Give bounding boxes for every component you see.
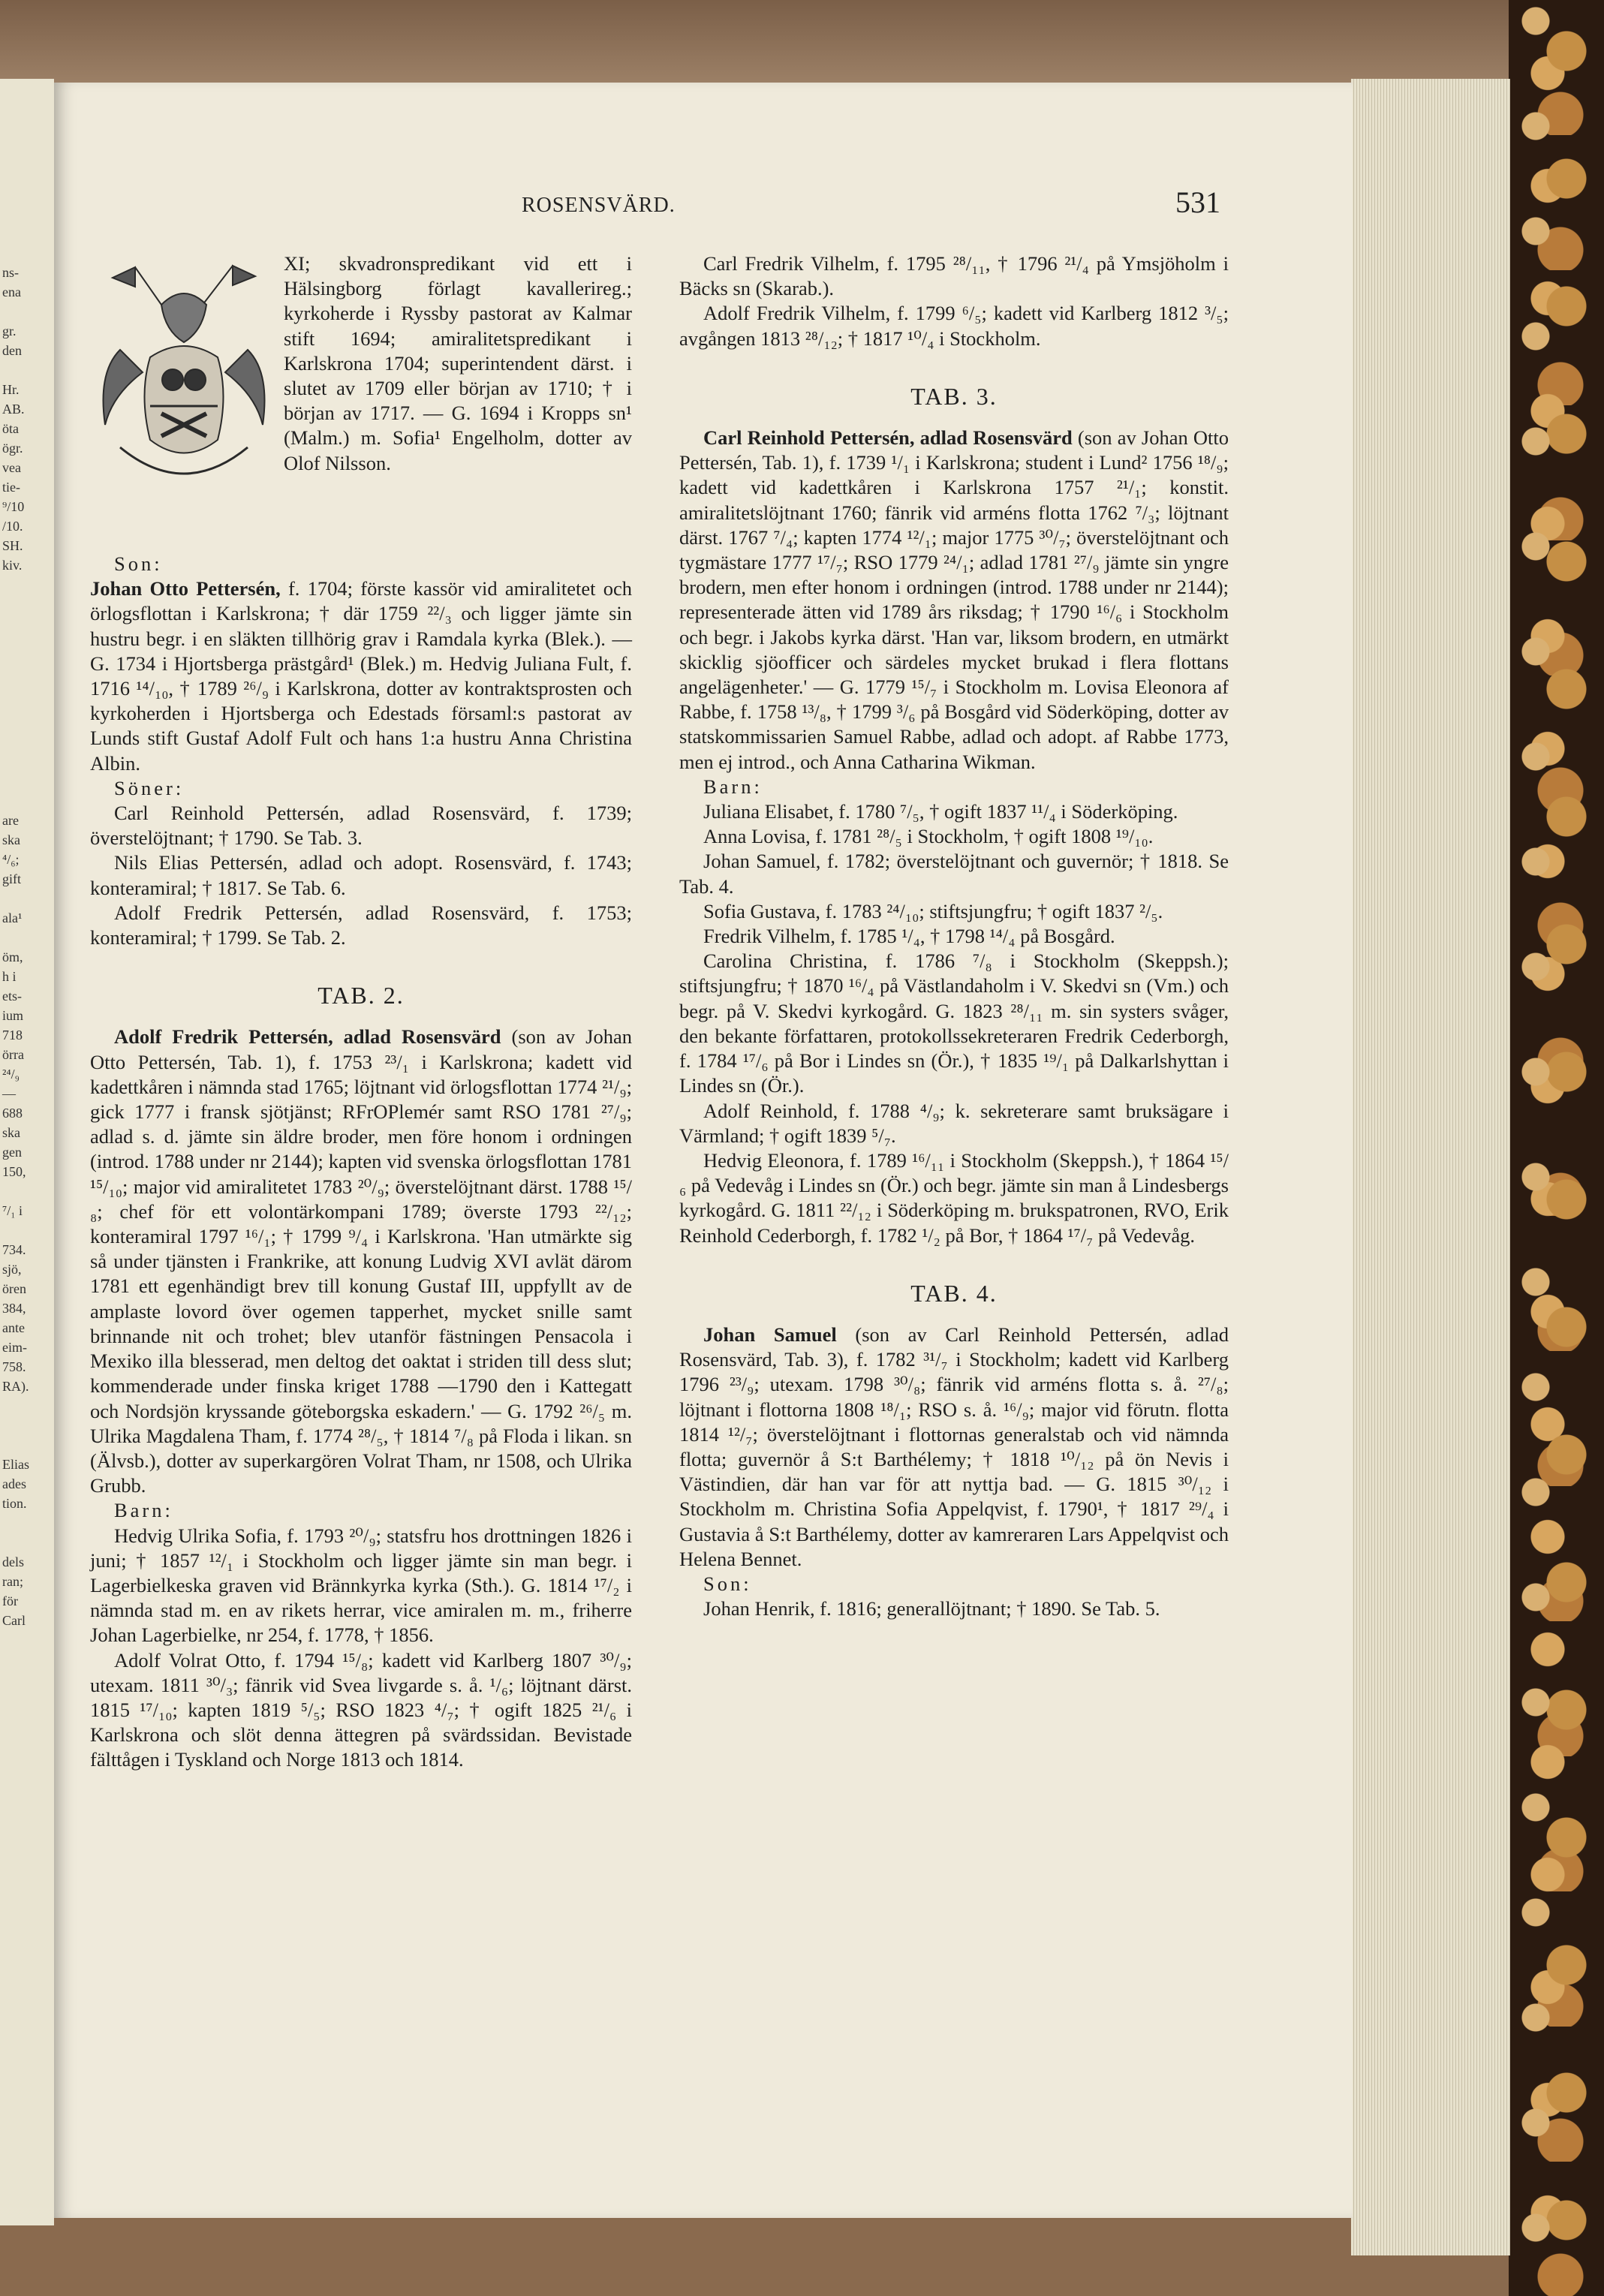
facing-page-text: ades	[2, 1476, 26, 1491]
facing-page-text: 688	[2, 1106, 23, 1121]
facing-page-text: RA).	[2, 1379, 29, 1394]
child-entry: Johan Henrik, f. 1816; generallöjtnant; † 1890. Se Tab. 5.	[703, 1597, 1160, 1620]
facing-page-text: eim-	[2, 1340, 27, 1355]
facing-page-text: Carl	[2, 1613, 26, 1628]
section-label: Son:	[114, 552, 163, 575]
section-label: Barn:	[703, 775, 763, 798]
facing-page-text: Elias	[2, 1457, 29, 1472]
facing-page-text: /10.	[2, 519, 23, 534]
entry-text: (son av Johan Otto Pettersén, Tab. 1), f. 1739 ¹/₁ i Karlskrona; student i Lund² 1756 ¹⁸/₉; kadett vid kadettkåren i Karlskrona 1757 ²¹/₁; konstit. amiralitetslöjtnant 1760; fänrik vid arméns flotta 1762 ⁷/₃; löjtnant därst. 1767 ⁷/₄; kapten 1774 ¹²/₁; major 1775 ³⁰/₇; överstelöjtnant och tygmästare 1777 ¹⁷/₇; RSO 1779 ²⁴/₁; adlad 1781 ²⁷/₉ jämte sin yngre brodern, men efter honom i ordningen (introd. 1788 under nr 2144); representerade ätten vid 1789 års riksdag; † 1790 ¹⁶/₆ i Stockholm och begr. i Jakobs kyrka därst. 'Han var, liksom brodern, en utmärkt skicklig sjöofficer och särdeles mycket brukad i flera flottans angelägenheter.' — G. 1779 ¹⁵/₇ i Stockholm m. Lovisa Eleonora af Rabbe, f. 1758 ¹³/₈, † 1799 ³/₆ på Bosgård vid Söderköping, dotter av statskommissarien Samuel Rabbe, adlad och adopt. af Rabbe 1773, men ej introd., och Anna Catharina Wikman.	[679, 426, 1229, 773]
facing-page-text: kiv.	[2, 558, 23, 573]
child-entry: Sofia Gustava, f. 1783 ²⁴/₁₀; stiftsjungfru; † ogift 1837 ²/₅.	[703, 899, 1163, 922]
entry-paragraph	[679, 1323, 1229, 1572]
table-heading: TAB. 3.	[910, 382, 998, 410]
page-number: 531	[1175, 185, 1220, 219]
child-entry: Anna Lovisa, f. 1781 ²⁸/₅ i Stockholm, † ogift 1808 ¹⁹/₁₀.	[703, 825, 1154, 848]
child-entry: Johan Samuel, f. 1782; överstelöjtnant och guvernör; † 1818. Se Tab. 4.	[679, 850, 1229, 898]
child-entry: Adolf Fredrik Pettersén, adlad Rosensvärd, f. 1753; konteramiral; † 1799. Se Tab. 2.	[90, 901, 632, 949]
facing-page-text: ⁴/₆;	[2, 852, 20, 867]
child-entry: Hedvig Eleonora, f. 1789 ¹⁶/₁₁ i Stockholm (Skeppsh.), † 1864 ¹⁵/₆ på Vedevåg i Lindes sn (Ör.) och begr. jämte sin man å Lindesbergs kyrkogård. G. 1811 ²²/₁₂ i Söderköping m. brukspatronen, RVO, Erik Reinhold Cederborgh, f. 1782 ¹/₂ på Bor, † 1864 ¹⁷/₇ på Vedevåg.	[679, 1148, 1229, 1247]
child-entry: Carl Fredrik Vilhelm, f. 1795 ²⁸/₁₁, † 1796 ²¹/₄ på Ymsjöholm i Bäcks sn (Skarab.).	[679, 252, 1229, 300]
facing-page-text: ⁹/10	[2, 499, 25, 514]
facing-page-text: ns-	[2, 265, 19, 280]
section-label: Barn:	[114, 1499, 173, 1522]
child-entry: Juliana Elisabet, f. 1780 ⁷/₅, † ogift 1837 ¹¹/₄ i Söderköping.	[703, 800, 1178, 823]
facing-page-text: SH.	[2, 538, 23, 553]
right-column	[679, 251, 1229, 1621]
page-edges	[1351, 79, 1510, 2255]
coat-of-arms-icon	[90, 260, 278, 503]
child-entry: Carolina Christina, f. 1786 ⁷/₈ i Stockholm (Skeppsh.); stiftsjungfru; † 1870 ¹⁶/₄ på Västlandaholm i V. Skedvi sn (Vm.) och begr. på V. Skedvi kyrkogård. G. 1823 ²⁸/₁₁ m. sin systers svåger, den bekante författaren, protokollssekreteraren Fredrik Cederborgh, f. 1784 ¹⁷/₆ på Bor i Lindes sn (Ör.), † 1835 ¹⁹/₁ på Dalkarlshyttan i Lindes sn (Ör.).	[679, 949, 1229, 1097]
facing-page-text: AB.	[2, 402, 25, 417]
entry-text: XI; skvadronspredikant vid ett i Hälsingborg förlagt kavallerireg.; kyrkoherde i Ryssby pastorat av Kalmar stift 1694; amiralitetspredikant i Karlskrona 1704; superintendent därst. i slutet av 1709 eller början av 1710; † i början av 1717. — G. 1694 i Kropps sn¹ (Malm.) m. Sofia¹ Engelholm, dotter av Olof Nilsson.	[284, 252, 632, 474]
facing-page-text: ⁷/₁ i	[2, 1203, 23, 1218]
facing-page-text: ala¹	[2, 910, 23, 925]
facing-page-fragment	[0, 79, 54, 2225]
child-entry: Carl Reinhold Pettersén, adlad Rosensvärd, f. 1739; överstelöjtnant; † 1790. Se Tab. 3.	[90, 802, 632, 850]
entry-paragraph	[90, 576, 632, 776]
facing-page-text: ets-	[2, 989, 22, 1004]
facing-page-text: dels	[2, 1554, 24, 1569]
facing-page-text: för	[2, 1593, 18, 1608]
entry-paragraph	[679, 426, 1229, 775]
table-heading: TAB. 4.	[910, 1279, 998, 1307]
facing-page-text: gift	[2, 871, 21, 886]
facing-page-text: den	[2, 343, 22, 358]
child-entry: Adolf Reinhold, f. 1788 ⁴/₉; k. sekreterare samt bruksägare i Värmland; † ogift 1839 ⁵/₇.	[679, 1099, 1229, 1147]
facing-page-text: tie-	[2, 480, 20, 495]
child-entry: Fredrik Vilhelm, f. 1785 ¹/₄, † 1798 ¹⁴/₄ på Bosgård.	[703, 925, 1115, 948]
table-heading: TAB. 2.	[317, 982, 405, 1010]
section-label: Söner:	[114, 776, 185, 799]
facing-page-text: ena	[2, 284, 21, 299]
facing-page-text: ska	[2, 1125, 20, 1140]
facing-page-text: ören	[2, 1281, 26, 1296]
facing-page-text: sjö,	[2, 1262, 22, 1277]
facing-page-text: h i	[2, 969, 17, 984]
facing-page-text: 150,	[2, 1164, 26, 1179]
child-entry: Nils Elias Pettersén, adlad och adopt. Rosensvärd, f. 1743; konteramiral; † 1817. Se Tab. 6.	[90, 851, 632, 899]
facing-page-text: Hr.	[2, 382, 20, 397]
facing-page-text: örra	[2, 1047, 24, 1062]
facing-page-text: gr.	[2, 323, 17, 339]
continued-entry	[284, 251, 632, 476]
facing-page-text: ²⁴/₉	[2, 1067, 20, 1082]
entry-text: f. 1704; förste kassör vid amiralitetet och örlogsflottan i Karlskrona; † där 1759 ²²/₃ och ligger jämte sin hustru begr. i en släkten tillhörig grav i Ramdala kyrka (Blek.). — G. 1734 i Hjortsberga prästgård¹ (Blek.) m. Hedvig Juliana Fult, f. 1716 ¹⁴/₁₀, † 1789 ²⁶/₉ i Karlskrona, dotter av kontraktsprosten och kyrkoherden i Hjortsberga och Edestads församl:s pastorat av Lunds stift Gustaf Adolf Fult och hans 1:a hustru Anna Christina Albin.	[90, 577, 632, 775]
running-head: ROSENSVÄRD.	[522, 194, 676, 217]
marbled-cover	[1509, 0, 1604, 2296]
facing-page-text: ran;	[2, 1574, 23, 1589]
facing-page-text: tion.	[2, 1496, 27, 1511]
entry-text: (son av Johan Otto Pettersén, Tab. 1), f. 1753 ²³/₁ i Karlskrona; kadett vid kadettkåren i nämnda stad 1765; löjtnant vid örlogsflottan 1774 ²¹/₉; gick 1777 i fransk sjötjänst; RFrOPlemér samt RSO 1781 ²⁷/₉; adlad s. d. jämte sin äldre broder, men före honom i ordningen (introd. 1788 under nr 2144); kapten vid svenska örlogsflottan 1781 ¹⁵/₁₀; major vid amiralitetet 1783 ²⁰/₉; överstelöjtnant därst. 1788 ¹⁵/₈; chef för ett volontärkompani 1789; överste 1793 ²²/₁₂; konteramiral 1797 ¹⁶/₁; † 1799 ⁹/₄ i Karlskrona. 'Han utmärkte sig så under tjänsten i Frankrike, att konung Ludvig XVI avlät därom 1781 ett egenhändigt brev till konung Gustaf III, uppfyllt av de amplaste lovord över ogemen tapperhet, mycket snille samt brinnande nit och trohet; blev utanför fästningen Pensacola i Mexiko illa blesserad, men deltog det oaktat i striden till dess slut; kommenderade under finska kriget 1788 —1790 den i Kattegatt och Nordsjön kryssande göteborgska eskadern.' — G. 1792 ²⁶/₅ m. Ulrika Magdalena Tham, f. 1774 ²⁸/₅, † 1814 ⁷/₈ på Floda i likan. sn (Älvsb.), dotter av superkargören Volrat Tham, nr 1508, och Ulrika Grubb.	[90, 1025, 632, 1497]
child-entry: Hedvig Ulrika Sofia, f. 1793 ²⁰/₉; statsfru hos drottningen 1826 i juni; † 1857 ¹²/₁ i Stockholm och ligger jämte sin man begr. i Lagerbielkeska graven vid Brännkyrka kyrka (Sth.). G. 1814 ¹⁷/₂ i nämnda stad m. en av rikets herrar, vice amiralen m. m., friherre Johan Lagerbielke, nr 254, f. 1778, † 1856.	[90, 1524, 632, 1647]
facing-page-text: gen	[2, 1145, 22, 1160]
entry-name: Adolf Fredrik Pettersén, adlad Rosensvärd	[114, 1025, 501, 1049]
facing-page-text: 384,	[2, 1301, 26, 1316]
facing-page-text: öta	[2, 421, 19, 436]
entry-paragraph	[90, 1025, 632, 1498]
facing-page-text: 718	[2, 1028, 23, 1043]
facing-page-text: —	[2, 1086, 16, 1101]
left-column	[90, 552, 632, 1773]
child-entry: Adolf Volrat Otto, f. 1794 ¹⁵/₈; kadett vid Karlberg 1807 ³⁰/₉; utexam. 1811 ³⁰/₃; fänrik vid Svea livgarde s. å. ¹/₆; löjtnant därst. 1815 ¹⁷/₁₀; kapten 1819 ⁵/₅; RSO 1823 ⁴/₇; † ogift 1825 ²¹/₆ i Karlskrona och slöt denna ättegren på svärdssidan. Bevistade fälttågen i Tyskland och Norge 1813 och 1814.	[90, 1648, 632, 1771]
entry-name: Johan Otto Pettersén,	[90, 577, 281, 600]
facing-page-text: öm,	[2, 949, 23, 964]
facing-page-text: are	[2, 813, 19, 828]
entry-name: Johan Samuel	[703, 1323, 837, 1346]
facing-page-text: 758.	[2, 1359, 26, 1374]
facing-page-text: 734.	[2, 1242, 26, 1257]
facing-page-text: ska	[2, 832, 20, 847]
facing-page-text: vea	[2, 460, 21, 475]
entry-name: Carl Reinhold Pettersén, adlad Rosensvärd	[703, 426, 1073, 450]
facing-page-text: ium	[2, 1008, 24, 1023]
child-entry: Adolf Fredrik Vilhelm, f. 1799 ⁶/₅; kadett vid Karlberg 1812 ³/₅; avgången 1813 ²⁸/₁₂; † 1817 ¹⁰/₄ i Stockholm.	[679, 302, 1229, 350]
entry-text: (son av Carl Reinhold Pettersén, adlad Rosensvärd, Tab. 3), f. 1782 ³¹/₇ i Stockholm; kadett vid Karlberg 1796 ²³/₉; utexam. 1798 ³⁰/₈; fänrik vid arméns flotta s. å. ²⁷/₈; löjtnant i flottorna 1808 ¹⁸/₁; RSO s. å. ¹⁶/₉; major vid förutn. flotta 1814 ¹²/₇; överstelöjtnant i flottornas generalstab och vid nämnda flotta; guvernör å S:t Barthélemy; † 1818 ¹⁰/₁₂ på ön Nevis i Västindien, där han var för att nyttja bad. — G. 1815 ³⁰/₁₂ i Stockholm m. Christina Sofia Appelqvist, f. 1790¹, † 1817 ²⁹/₄ i Gustavia å S:t Barthélemy, dotter av kamreraren Lars Appelqvist och Helena Bennet.	[679, 1323, 1229, 1570]
facing-page-text: ante	[2, 1320, 25, 1335]
section-label: Son:	[703, 1572, 752, 1595]
facing-page-text: ögr.	[2, 441, 23, 456]
